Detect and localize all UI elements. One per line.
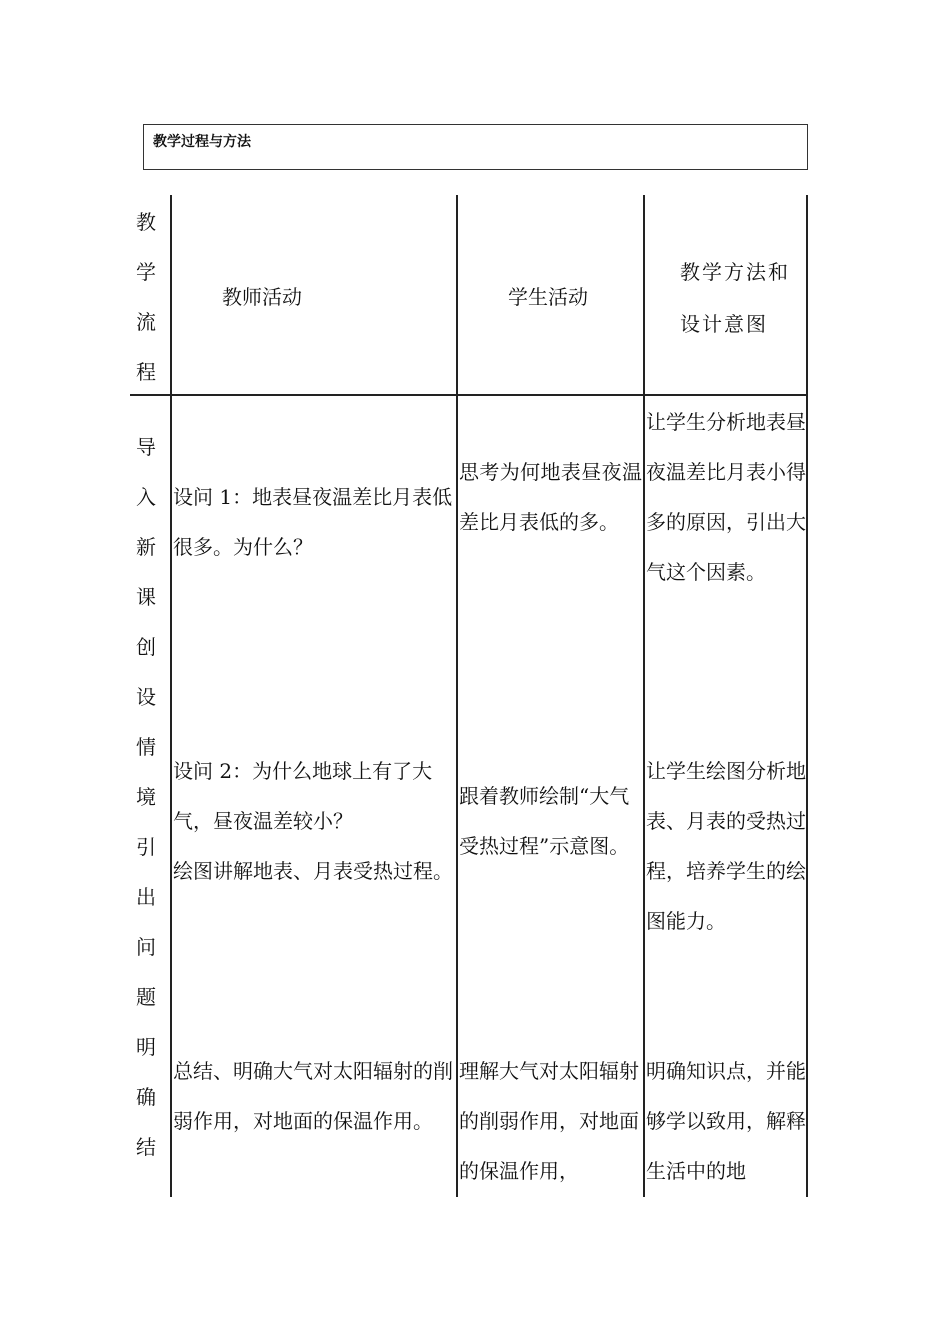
header-flow-char: 流 (136, 310, 156, 334)
header-teacher: 教师活动 (222, 285, 302, 309)
flow-char: 情 (136, 735, 156, 759)
header-flow-char: 学 (136, 260, 156, 284)
row3-method: 明确知识点，并能够学以致用，解释生活中的地 (646, 1059, 806, 1183)
flow-char: 创 (136, 635, 156, 659)
flow-char: 引 (136, 835, 156, 859)
flow-char: 结 (136, 1135, 156, 1159)
flow-char: 题 (136, 985, 156, 1009)
flow-char: 明 (136, 1035, 156, 1059)
flow-char: 导 (136, 435, 156, 459)
header-flow-char: 程 (136, 360, 156, 384)
header-rule (130, 394, 808, 396)
row1-student: 思考为何地表昼夜温差比月表低的多。 (459, 460, 642, 534)
row2-method: 让学生绘图分析地表、月表的受热过程，培养学生的绘图能力。 (646, 759, 806, 933)
flow-char: 课 (136, 585, 156, 609)
row3-teacher: 总结、明确大气对太阳辐射的削弱作用，对地面的保温作用。 (173, 1059, 453, 1133)
flow-column (128, 422, 164, 1172)
header-student: 学生活动 (508, 285, 588, 309)
table-border-right (806, 195, 808, 1197)
row1-teacher: 设问 1：地表昼夜温差比月表低很多。为什么？ (173, 485, 453, 559)
table-border-left (170, 195, 172, 1197)
table-divider-2 (643, 195, 645, 1197)
flow-char: 出 (136, 885, 156, 909)
header-flow (128, 197, 164, 397)
flow-char: 新 (136, 535, 156, 559)
section-title: 教学过程与方法 (153, 134, 251, 150)
table-divider-1 (456, 195, 458, 1197)
flow-char: 入 (136, 485, 156, 509)
flow-char: 境 (136, 785, 156, 809)
flow-char: 设 (136, 685, 156, 709)
flow-char: 确 (136, 1085, 156, 1109)
row1-method: 让学生分析地表昼夜温差比月表小得多的原因，引出大气这个因素。 (646, 410, 806, 584)
header-method: 教学方法和 设计意图 (680, 260, 790, 336)
row3-student: 理解大气对太阳辐射的削弱作用，对地面的保温作用， (459, 1059, 639, 1183)
flow-char: 问 (136, 935, 156, 959)
row2-teacher: 设问 2：为什么地球上有了大气，昼夜温差较小？ 绘图讲解地表、月表受热过程。 (173, 759, 453, 883)
header-flow-char: 教 (136, 210, 156, 234)
row2-student: 跟着教师绘制“大气受热过程”示意图。 (459, 784, 630, 858)
